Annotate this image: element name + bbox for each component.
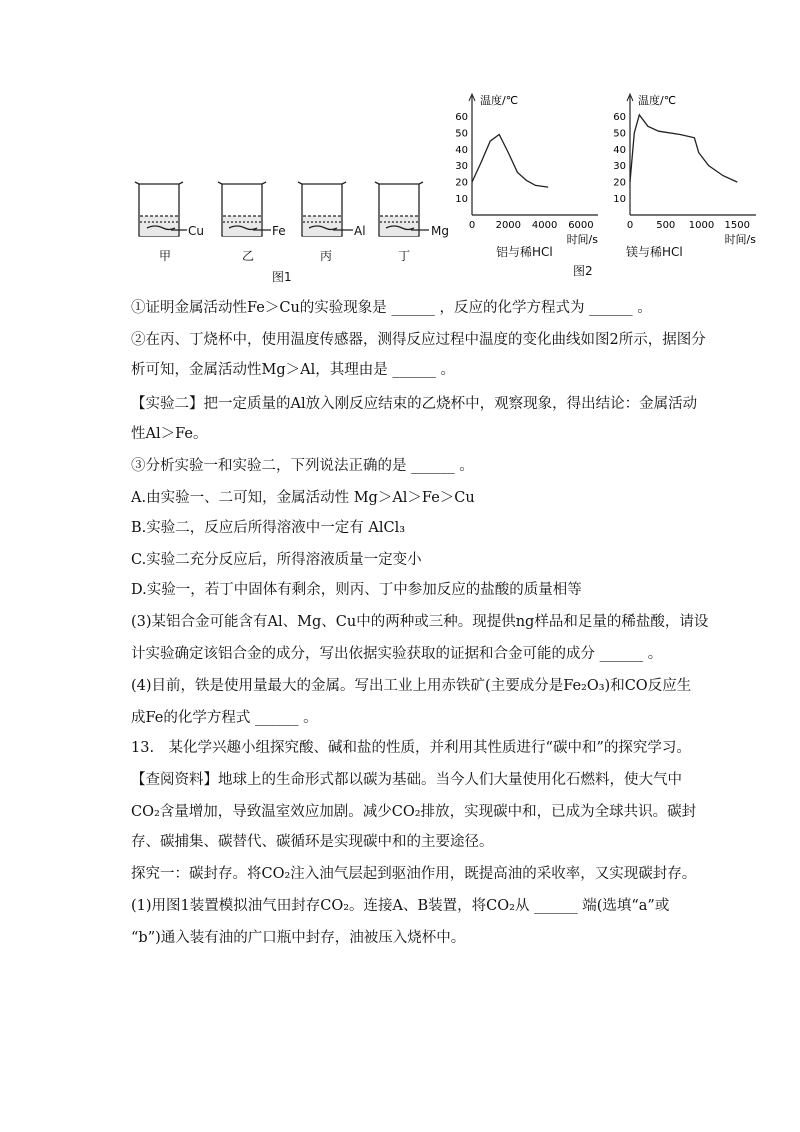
option-c: C.实验二充分反应后，所得溶液质量一定变小 — [131, 552, 422, 568]
temperature-series-line — [472, 135, 548, 188]
y-tick-label: 10 — [613, 194, 626, 206]
y-axis-label: 温度/℃ — [638, 94, 677, 107]
y-tick-label: 50 — [455, 128, 468, 140]
x-tick-label: 1500 — [724, 220, 750, 231]
x-tick-label: 0 — [626, 220, 634, 231]
line-part4-a: (4)目前，铁是使用量最大的金属。写出工业上用赤铁矿(主要成分是Fe₂O₃)和CO反应生 — [131, 678, 692, 694]
beaker-name-yi: 乙 — [242, 249, 255, 263]
x-tick-label: 2000 — [495, 220, 522, 231]
line-part3-a: (3)某铝合金可能含有Al、Mg、Cu中的两种或三种。现提供ng样品和足量的稀盐酸，请设 — [131, 614, 709, 630]
y-tick-label: 40 — [613, 144, 626, 156]
y-tick-label: 20 — [455, 177, 468, 189]
y-tick-label: 30 — [455, 161, 468, 173]
line-q3: ③分析实验一和实验二，下列说法正确的是 ______ 。 — [131, 458, 474, 474]
line-exp2-a: 【实验二】把一定质量的Al放入刚反应结束的乙烧杯中，观察现象，得出结论：金属活动 — [131, 396, 698, 412]
y-tick-label: 60 — [455, 111, 468, 123]
x-tick-label: 6000 — [568, 220, 594, 231]
reference-b: CO₂含量增加，导致温室效应加剧。减少CO₂排放，实现碳中和，已成为全球共识。碳封 — [131, 804, 697, 820]
y-tick-label: 60 — [613, 111, 626, 123]
line-exp2-b: 性Al＞Fe。 — [131, 426, 208, 442]
temperature-series-line — [630, 115, 737, 182]
y-tick-label: 50 — [613, 128, 626, 140]
y-tick-label: 10 — [455, 194, 468, 206]
x-axis-label: 时间/s — [724, 233, 756, 246]
figure1-caption: 图1 — [272, 270, 292, 284]
chart-al-subtitle: 铝与稀HCl — [496, 245, 553, 259]
line-q2-a: ②在丙、丁烧杯中，使用温度传感器，测得反应过程中温度的变化曲线如图2所示，据图分 — [131, 332, 706, 348]
option-a: A.由实验一、二可知，金属活动性 Mg＞Al＞Fe＞Cu — [131, 490, 475, 506]
line-part4-b: 成Fe的化学方程式 ______ 。 — [131, 710, 318, 726]
y-tick-label: 30 — [613, 161, 626, 173]
x-tick-label: 4000 — [531, 220, 558, 231]
question-13: 13. 某化学兴趣小组探究酸、碱和盐的性质，并利用其性质进行“碳中和”的探究学习。 — [131, 740, 691, 756]
metal-label-fe: Fe — [272, 224, 286, 238]
option-b: B.实验二，反应后所得溶液中一定有 AlCl₃ — [131, 520, 406, 536]
chart-mg-subtitle: 镁与稀HCl — [626, 245, 683, 259]
option-d: D.实验一，若丁中固体有剩余，则丙、丁中参加反应的盐酸的质量相等 — [131, 582, 582, 598]
reference-a: 【查阅资料】地球上的生命形式都以碳为基础。当今人们大量使用化石燃料，使大气中 — [131, 772, 682, 788]
x-tick-label: 1000 — [688, 220, 715, 231]
metal-label-cu: Cu — [188, 224, 204, 238]
metal-label-mg: Mg — [431, 224, 449, 238]
chart-al-hcl — [440, 88, 605, 246]
beaker-name-ding: 丁 — [398, 249, 411, 263]
line-part3-b: 计实验确定该铝合金的成分，写出依据实验获取的证据和合金可能的成分 ______ 。 — [131, 646, 663, 662]
x-tick-label: 500 — [656, 220, 676, 231]
line-q1: ①证明金属活动性Fe＞Cu的实验现象是 ______ ，反应的化学方程式为 ______ 。 — [131, 300, 652, 316]
line-q2-b: 析可知，金属活动性Mg＞Al，其理由是 ______ 。 — [131, 362, 455, 378]
beaker-name-jia: 甲 — [159, 249, 172, 263]
part1-a: (1)用图1装置模拟油气田封存CO₂。连接A、B装置，将CO₂从 ______ 端(选填“a”或 — [131, 898, 670, 914]
chart-mg-hcl — [598, 88, 763, 246]
beaker-ding — [375, 182, 423, 236]
x-axis-label: 时间/s — [566, 233, 598, 246]
y-axis-label: 温度/℃ — [480, 94, 519, 107]
figure2-caption: 图2 — [573, 264, 593, 278]
beaker-jia — [135, 182, 183, 236]
y-tick-label: 20 — [613, 177, 626, 189]
x-tick-label: 0 — [468, 220, 476, 231]
reference-c: 存、碳捕集、碳替代、碳循环是实现碳中和的主要途径。 — [131, 834, 494, 850]
metal-label-al: Al — [354, 224, 366, 238]
part1-b: “b”)通入装有油的广口瓶中封存，油被压入烧杯中。 — [131, 930, 466, 946]
beaker-bing — [298, 182, 346, 236]
y-tick-label: 40 — [455, 144, 468, 156]
inquiry-1: 探究一：碳封存。将CO₂注入油气层起到驱油作用，既提高油的采收率，又实现碳封存。 — [131, 866, 697, 882]
beaker-name-bing: 丙 — [320, 249, 333, 263]
beaker-yi — [218, 182, 266, 236]
